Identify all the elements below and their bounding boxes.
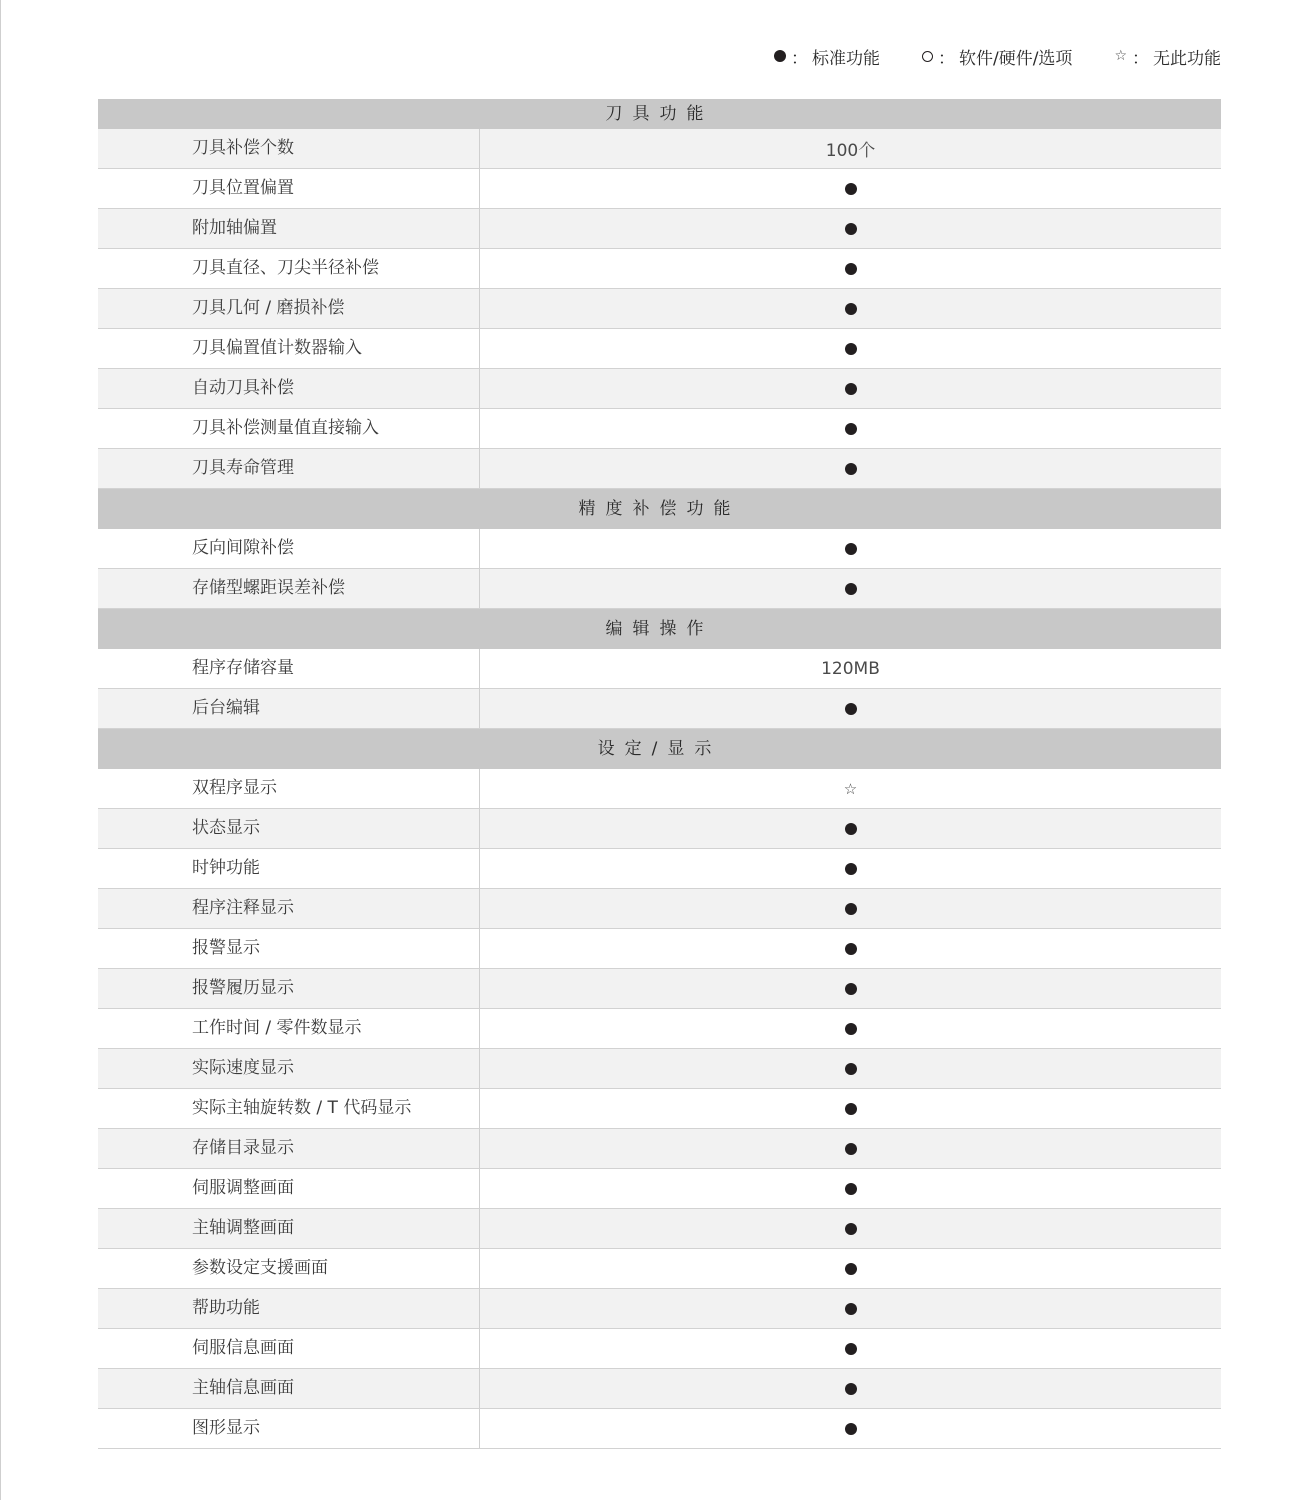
standard-dot-icon bbox=[845, 1023, 857, 1035]
feature-value bbox=[480, 809, 1221, 848]
feature-value bbox=[480, 1409, 1221, 1448]
standard-dot-icon bbox=[845, 983, 857, 995]
section-header: 编辑操作 bbox=[98, 609, 1221, 649]
spec-table bbox=[98, 99, 1221, 1449]
dot-icon bbox=[774, 50, 786, 62]
table-row bbox=[98, 1129, 1221, 1169]
standard-dot-icon bbox=[845, 183, 857, 195]
feature-value bbox=[480, 649, 1221, 688]
feature-value bbox=[480, 689, 1221, 728]
section-header: 刀具功能 bbox=[98, 99, 1221, 129]
feature-value bbox=[480, 1209, 1221, 1248]
standard-dot-icon bbox=[845, 1103, 857, 1115]
feature-value bbox=[480, 129, 1221, 168]
standard-dot-icon bbox=[845, 1223, 857, 1235]
standard-dot-icon bbox=[845, 1423, 857, 1435]
table-row bbox=[98, 169, 1221, 209]
table-row bbox=[98, 929, 1221, 969]
table-row bbox=[98, 209, 1221, 249]
feature-name: 帮助功能 bbox=[98, 1289, 480, 1328]
feature-name: 图形显示 bbox=[98, 1409, 480, 1448]
feature-name: 主轴信息画面 bbox=[98, 1369, 480, 1408]
table-row bbox=[98, 129, 1221, 169]
feature-name: 刀具补偿测量值直接输入 bbox=[98, 409, 480, 448]
legend-item-circle bbox=[922, 44, 1072, 69]
standard-dot-icon bbox=[845, 703, 857, 715]
page-edge-line bbox=[0, 0, 1, 1500]
feature-name: 实际主轴旋转数 / T 代码显示 bbox=[98, 1089, 480, 1128]
feature-value bbox=[480, 1009, 1221, 1048]
value-text: 120MB bbox=[821, 658, 880, 679]
table-row bbox=[98, 1289, 1221, 1329]
feature-name: 实际速度显示 bbox=[98, 1049, 480, 1088]
feature-name: 刀具补偿个数 bbox=[98, 129, 480, 168]
feature-value bbox=[480, 369, 1221, 408]
feature-name: 刀具直径、刀尖半径补偿 bbox=[98, 249, 480, 288]
feature-value bbox=[480, 1289, 1221, 1328]
standard-dot-icon bbox=[845, 1063, 857, 1075]
table-row bbox=[98, 1169, 1221, 1209]
feature-name: 报警显示 bbox=[98, 929, 480, 968]
feature-name: 程序存储容量 bbox=[98, 649, 480, 688]
table-row bbox=[98, 689, 1221, 729]
feature-name: 状态显示 bbox=[98, 809, 480, 848]
legend-label: 无此功能 bbox=[1153, 48, 1221, 69]
feature-value bbox=[480, 569, 1221, 608]
legend-separator: ： bbox=[790, 48, 808, 69]
feature-value bbox=[480, 169, 1221, 208]
feature-name: 刀具寿命管理 bbox=[98, 449, 480, 488]
feature-name: 反向间隙补偿 bbox=[98, 529, 480, 568]
feature-value bbox=[480, 1049, 1221, 1088]
feature-value bbox=[480, 409, 1221, 448]
table-row bbox=[98, 1089, 1221, 1129]
feature-name: 程序注释显示 bbox=[98, 889, 480, 928]
feature-value bbox=[480, 449, 1221, 488]
feature-name: 附加轴偏置 bbox=[98, 209, 480, 248]
feature-name: 刀具偏置值计数器输入 bbox=[98, 329, 480, 368]
standard-dot-icon bbox=[845, 583, 857, 595]
feature-value bbox=[480, 849, 1221, 888]
feature-name: 双程序显示 bbox=[98, 769, 480, 808]
legend-item-star bbox=[1114, 44, 1221, 69]
table-row bbox=[98, 449, 1221, 489]
standard-dot-icon bbox=[845, 1383, 857, 1395]
feature-name: 伺服调整画面 bbox=[98, 1169, 480, 1208]
standard-dot-icon bbox=[845, 463, 857, 475]
legend-separator: ： bbox=[1132, 48, 1149, 69]
standard-dot-icon bbox=[845, 943, 857, 955]
feature-value bbox=[480, 209, 1221, 248]
feature-name: 后台编辑 bbox=[98, 689, 480, 728]
table-row bbox=[98, 289, 1221, 329]
table-row bbox=[98, 1409, 1221, 1449]
table-row bbox=[98, 409, 1221, 449]
table-row bbox=[98, 1329, 1221, 1369]
standard-dot-icon bbox=[845, 1143, 857, 1155]
standard-dot-icon bbox=[845, 543, 857, 555]
table-row bbox=[98, 1369, 1221, 1409]
feature-name: 参数设定支援画面 bbox=[98, 1249, 480, 1288]
table-row bbox=[98, 809, 1221, 849]
standard-dot-icon bbox=[845, 863, 857, 875]
feature-value bbox=[480, 889, 1221, 928]
feature-name: 报警履历显示 bbox=[98, 969, 480, 1008]
feature-name: 主轴调整画面 bbox=[98, 1209, 480, 1248]
feature-name: 工作时间 / 零件数显示 bbox=[98, 1009, 480, 1048]
table-row bbox=[98, 249, 1221, 289]
feature-name: 存储目录显示 bbox=[98, 1129, 480, 1168]
table-row bbox=[98, 1209, 1221, 1249]
table-row bbox=[98, 369, 1221, 409]
star-icon: ☆ bbox=[843, 779, 858, 798]
standard-dot-icon bbox=[845, 823, 857, 835]
standard-dot-icon bbox=[845, 303, 857, 315]
table-row bbox=[98, 1009, 1221, 1049]
feature-value bbox=[480, 329, 1221, 368]
feature-name: 时钟功能 bbox=[98, 849, 480, 888]
feature-name: 存储型螺距误差补偿 bbox=[98, 569, 480, 608]
table-row bbox=[98, 889, 1221, 929]
feature-name: 刀具位置偏置 bbox=[98, 169, 480, 208]
feature-value bbox=[480, 969, 1221, 1008]
table-row bbox=[98, 969, 1221, 1009]
standard-dot-icon bbox=[845, 263, 857, 275]
standard-dot-icon bbox=[845, 223, 857, 235]
feature-value bbox=[480, 529, 1221, 568]
section-header: 精度补偿功能 bbox=[98, 489, 1221, 529]
legend-label: 软件/硬件/选项 bbox=[958, 48, 1073, 69]
standard-dot-icon bbox=[845, 1303, 857, 1315]
star-icon: ☆ bbox=[1114, 48, 1127, 64]
legend-separator: ： bbox=[937, 48, 955, 69]
feature-value bbox=[480, 249, 1221, 288]
standard-dot-icon bbox=[845, 1263, 857, 1275]
legend-label: 标准功能 bbox=[811, 48, 880, 69]
feature-name: 伺服信息画面 bbox=[98, 1329, 480, 1368]
circle-icon bbox=[922, 51, 933, 62]
feature-value bbox=[480, 769, 1221, 808]
legend-item-dot bbox=[774, 44, 880, 69]
table-row bbox=[98, 769, 1221, 809]
standard-dot-icon bbox=[845, 343, 857, 355]
feature-value bbox=[480, 1129, 1221, 1168]
section-header: 设定/显示 bbox=[98, 729, 1221, 769]
standard-dot-icon bbox=[845, 903, 857, 915]
table-row bbox=[98, 329, 1221, 369]
table-row bbox=[98, 649, 1221, 689]
value-text: 100个 bbox=[825, 141, 876, 161]
table-row bbox=[98, 849, 1221, 889]
feature-value bbox=[480, 1169, 1221, 1208]
table-row bbox=[98, 1249, 1221, 1289]
feature-value bbox=[480, 1089, 1221, 1128]
legend bbox=[774, 43, 1221, 69]
standard-dot-icon bbox=[845, 383, 857, 395]
standard-dot-icon bbox=[845, 1183, 857, 1195]
feature-value bbox=[480, 1329, 1221, 1368]
table-row bbox=[98, 569, 1221, 609]
feature-value bbox=[480, 1369, 1221, 1408]
feature-name: 刀具几何 / 磨损补偿 bbox=[98, 289, 480, 328]
feature-value bbox=[480, 929, 1221, 968]
feature-value bbox=[480, 289, 1221, 328]
standard-dot-icon bbox=[845, 1343, 857, 1355]
table-row bbox=[98, 1049, 1221, 1089]
feature-value bbox=[480, 1249, 1221, 1288]
feature-name: 自动刀具补偿 bbox=[98, 369, 480, 408]
table-row bbox=[98, 529, 1221, 569]
standard-dot-icon bbox=[845, 423, 857, 435]
